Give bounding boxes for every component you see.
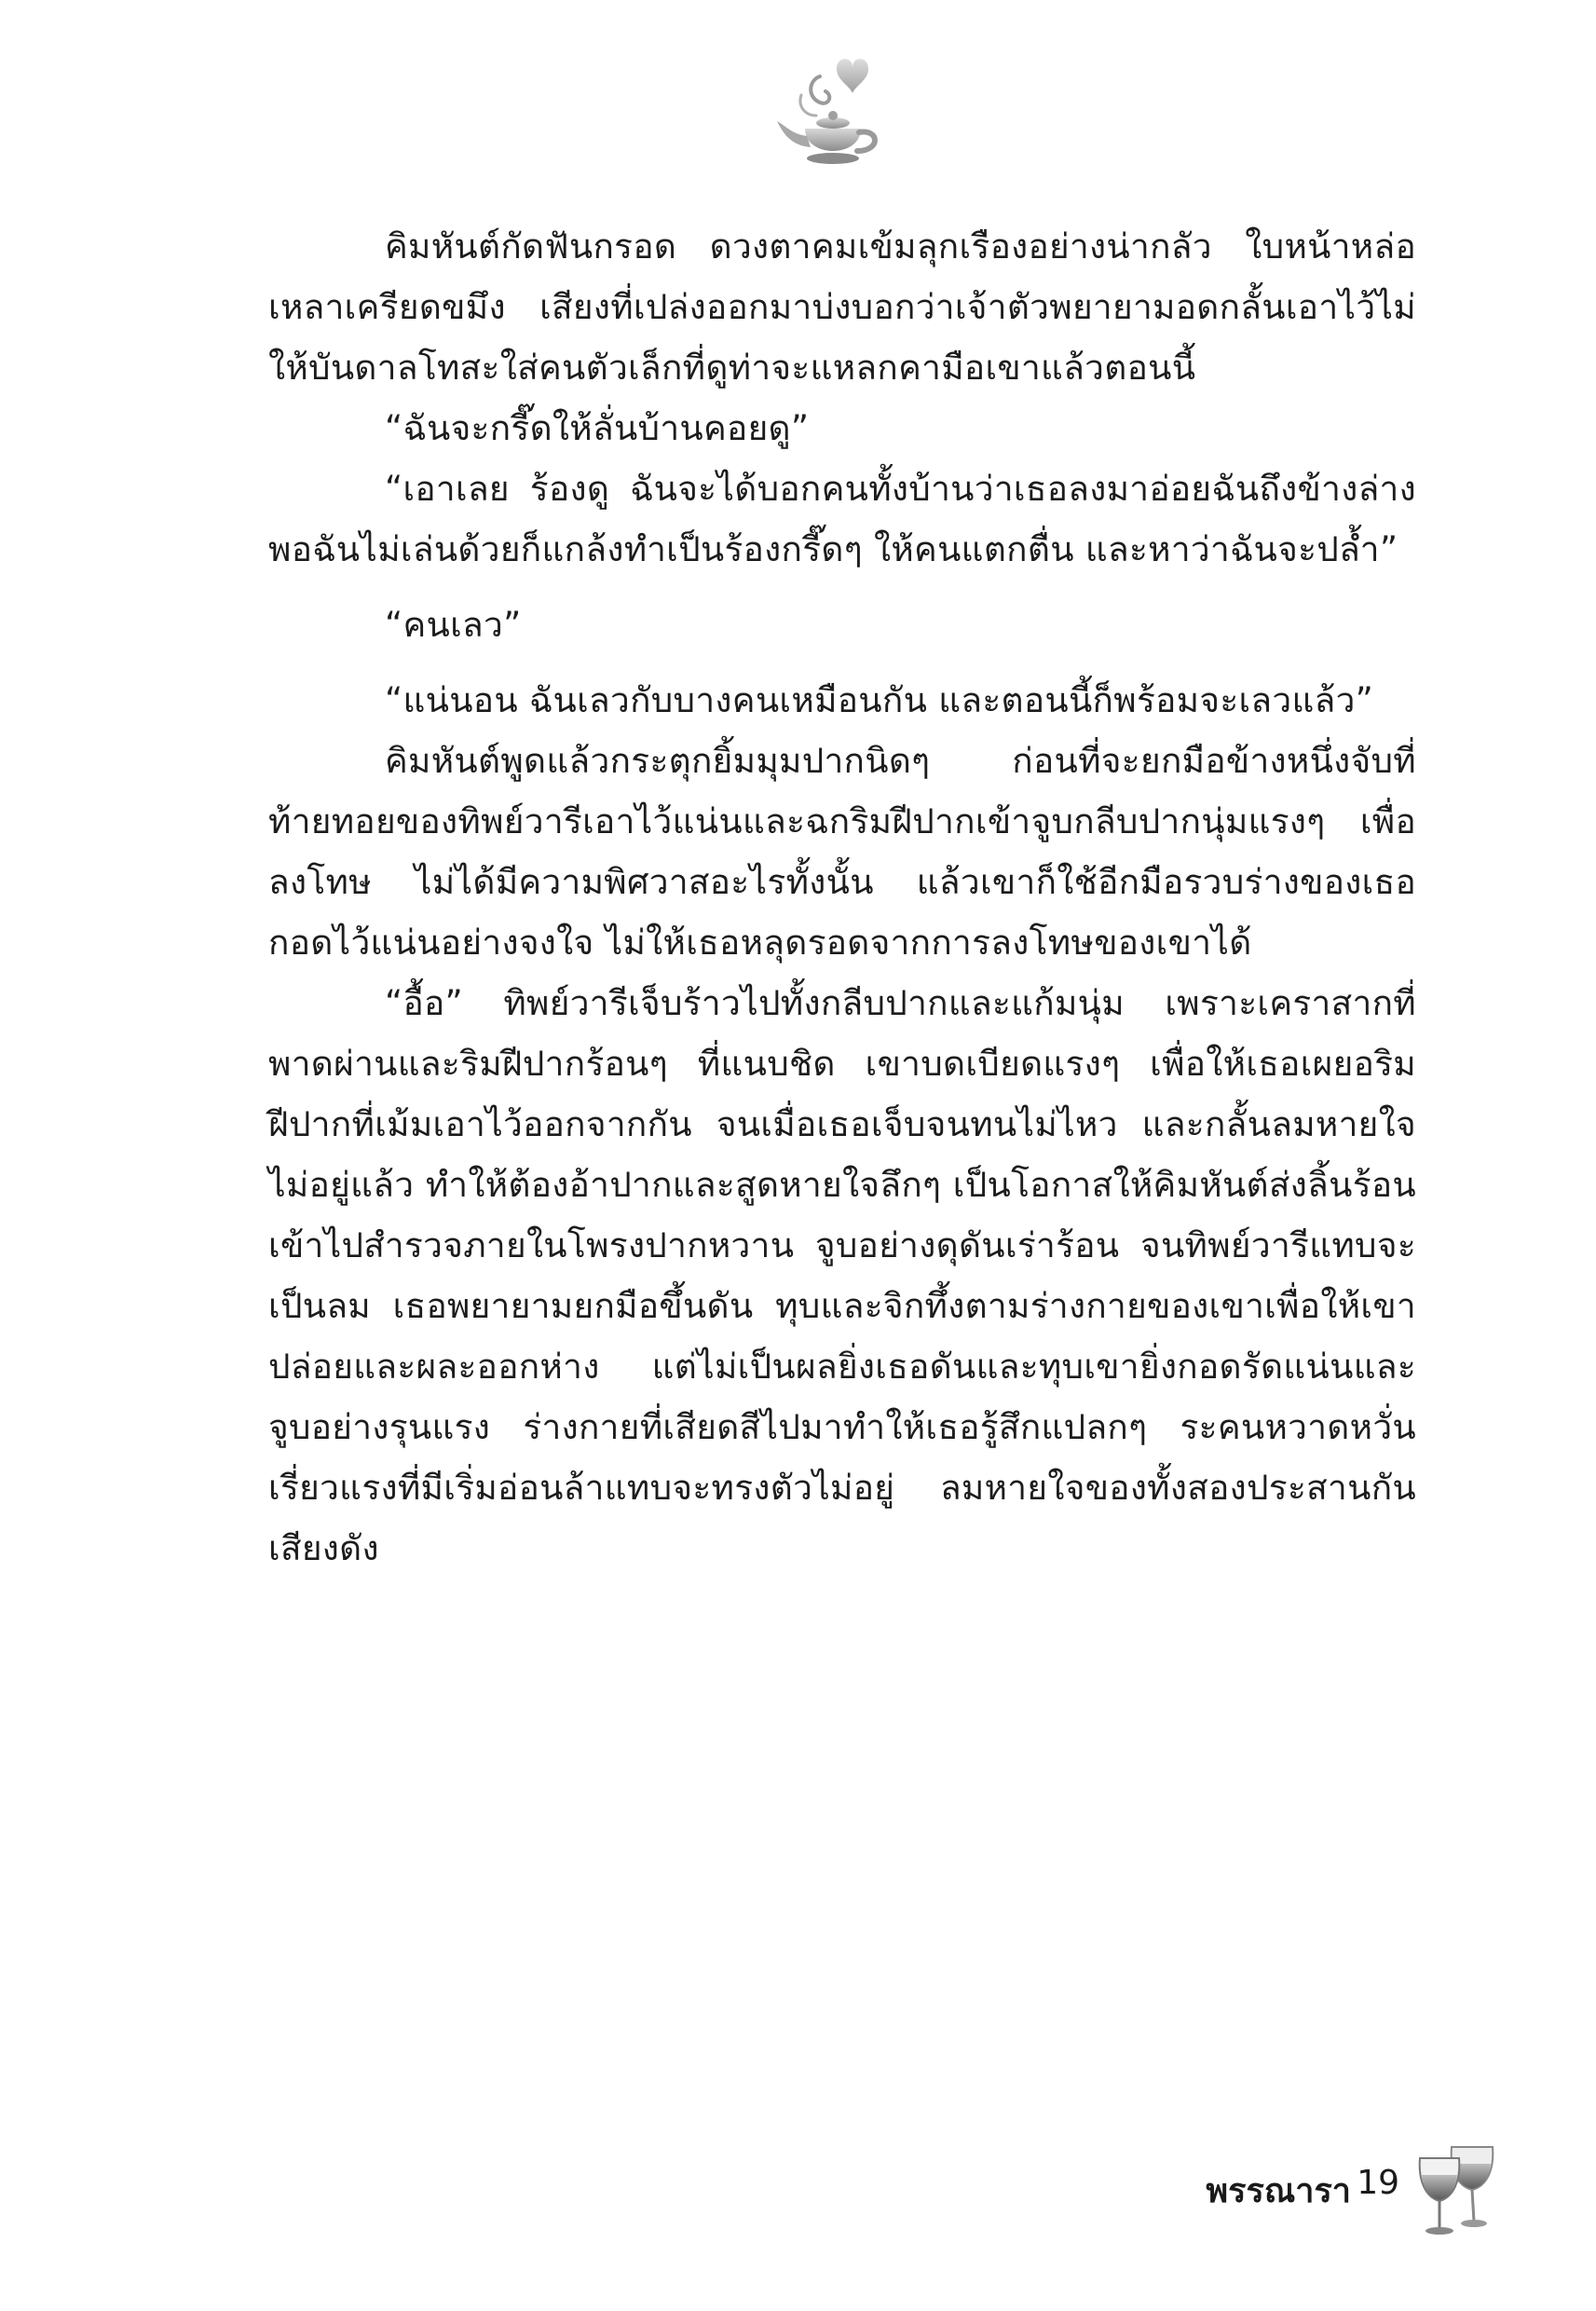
paragraph: “คนเลว”: [385, 605, 522, 645]
author-name: พรรณารา: [1206, 2172, 1351, 2210]
paragraph: “ฉันจะกรี๊ดให้ลั่นบ้านคอยดู”: [385, 408, 810, 448]
paragraph: “แน่นอน ฉันเลวกับบางคนเหมือนกัน และตอนนี้ก็พร้อมจะเลวแล้ว”: [385, 680, 1374, 720]
page-footer: [1146, 2143, 1537, 2218]
paragraph: คิมหันต์กัดฟันกรอด ดวงตาคมเข้มลุกเรืองอย่างน่ากลัว ใบหน้าหล่อเหลาเครียดขมึง เสียงที่เปล่งออกมาบ่งบอกว่าเจ้าตัวพยายามอดกลั้นเอาไว้ไม่ให้บันดาลโทสะใส่คนตัวเล็กที่ดูท่าจะแหลกคามือเขาแล้วตอนนี้: [268, 226, 1416, 388]
paragraph: คิมหันต์พูดแล้วกระตุกยิ้มมุมปากนิดๆ ก่อนที่จะยกมือข้างหนึ่งจับที่ท้ายทอยของทิพย์วารีเอาไว้แน่นและฉกริมฝีปากเข้าจูบกลีบปากนุ่มแรงๆ เพื่อลงโทษ ไม่ได้มีความพิศวาสอะไรทั้งนั้น แล้วเขาก็ใช้อีกมือรวบร่างของเธอกอดไว้แน่นอย่างจงใจ ไม่ให้เธอหลุดรอดจากการลงโทษของเขาได้: [268, 741, 1416, 963]
paragraph: “อื้อ” ทิพย์วารีเจ็บร้าวไปทั้งกลีบปากและแก้มนุ่ม เพราะเคราสากที่พาดผ่านและริมฝีปากร้อนๆ ที่แนบชิด เขาบดเบียดแรงๆ เพื่อให้เธอเผยอริมฝีปากที่เม้มเอาไว้ออกจากกัน จนเมื่อเธอเจ็บจนทนไม่ไหว และกลั้นลมหายใจไม่อยู่แล้ว ทำให้ต้องอ้าปากและสูดหายใจลึกๆ เป็นโอกาสให้คิมหันต์ส่งลิ้นร้อนเข้าไปสำรวจภายในโพรงปากหวาน จูบอย่างดุดันเร่าร้อน จนทิพย์วารีแทบจะเป็นลม เธอพยายามยกมือขึ้นดัน ทุบและจิกทึ้งตามร่างกายของเขาเพื่อให้เขาปล่อยและผละออกห่าง แต่ไม่เป็นผลยิ่งเธอดันและทุบเขายิ่งกอดรัดแน่นและจูบอย่างรุนแรง ร่างกายที่เสียดสีไปมาทำให้เธอรู้สึกแปลกๆ ระคนหวาดหวั่น เรี่ยวแรงที่มีเริ่มอ่อนล้าแทบจะทรงตัวไม่อยู่ ลมหายใจของทั้งสองประสานกันเสียงดัง: [268, 983, 1416, 1568]
teapot-heart-ornament-icon: [764, 48, 904, 188]
page-number: 19: [1357, 2164, 1399, 2202]
paragraph: “เอาเลย ร้องดู ฉันจะได้บอกคนทั้งบ้านว่าเธอลงมาอ่อยฉันถึงข้างล่าง พอฉันไม่เล่นด้วยก็แกล้งทำเป็นร้องกรี๊ดๆ ให้คนแตกตื่น และหาว่าฉันจะปล้ำ”: [268, 469, 1416, 569]
wine-glasses-icon: [1407, 2138, 1509, 2240]
body-text: [268, 216, 1416, 1579]
